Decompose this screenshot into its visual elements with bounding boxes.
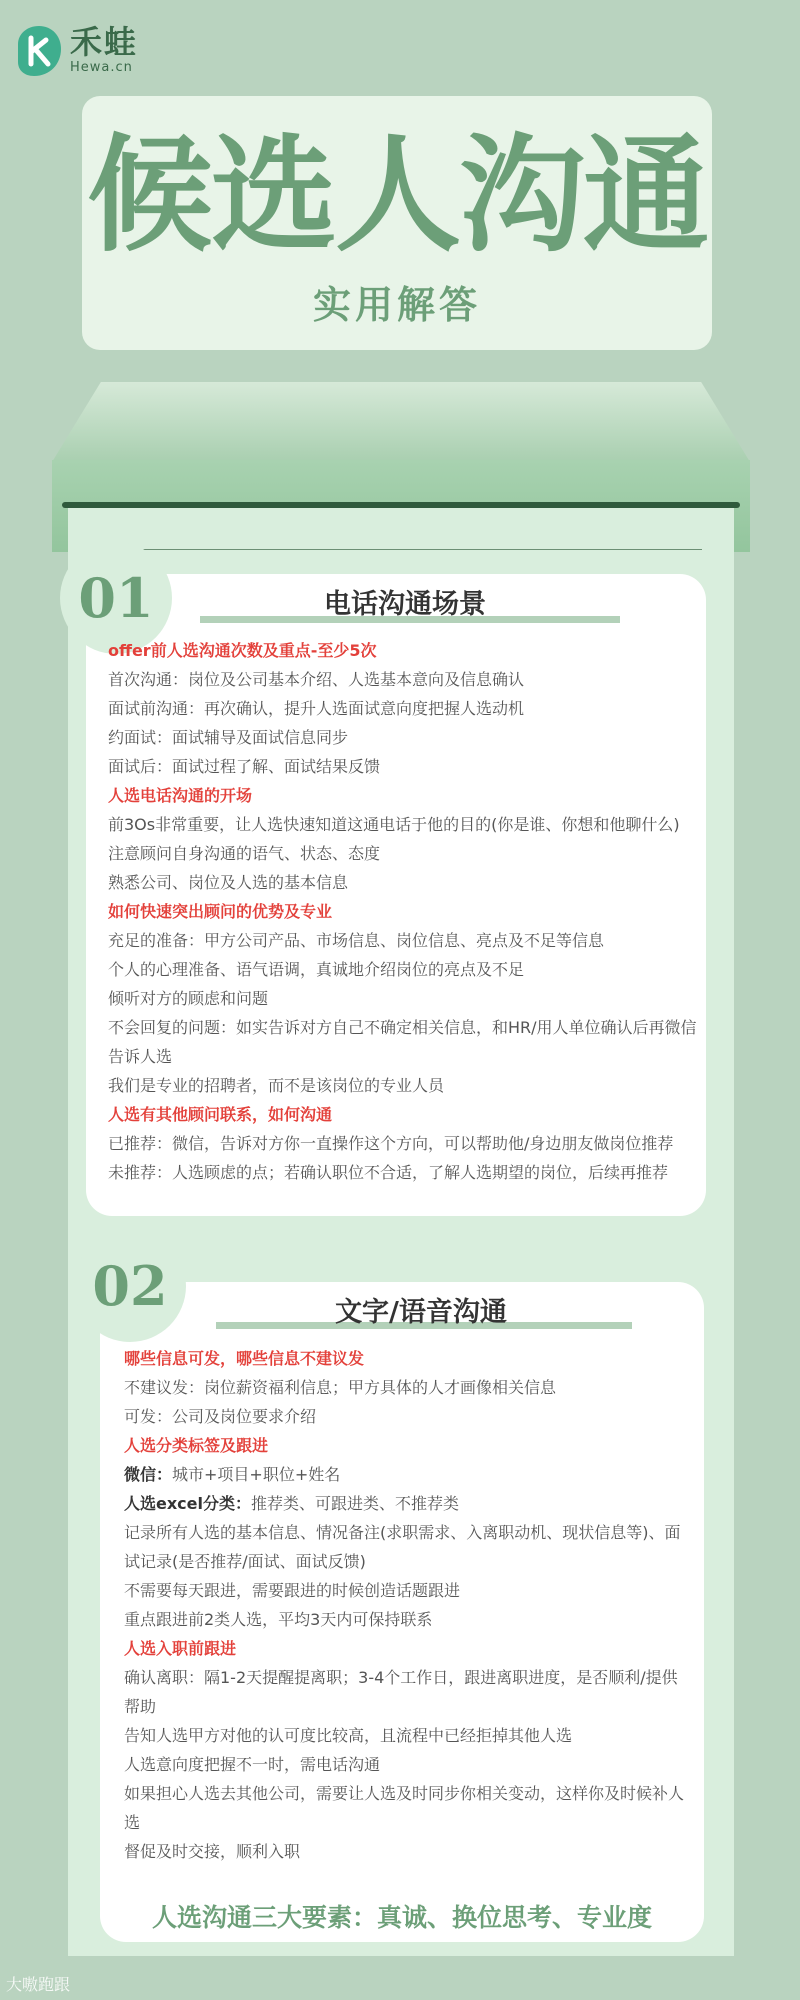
text-line: 面试后：面试过程了解、面试结果反馈 — [108, 757, 381, 776]
text-line: 注意顾问自身沟通的语气、状态、态度 — [108, 844, 381, 863]
section-number-badge: 02 — [74, 1230, 186, 1342]
text-line: 熟悉公司、岗位及人选的基本信息 — [108, 873, 349, 892]
brand-domain: Hewa.cn — [70, 60, 133, 75]
text-line: 督促及时交接，顺利入职 — [124, 1842, 301, 1861]
text-line: 面试前沟通：再次确认，提升人选面试意向度把握人选动机 — [108, 699, 525, 718]
text-line: 如果担心人选去其他公司，需要让人选及时同步你相关变动，这样你及时候补人选 — [124, 1784, 685, 1832]
subheading: 人选入职前跟进 — [124, 1639, 237, 1658]
label-value: 推荐类、可跟进类、不推荐类 — [251, 1494, 460, 1513]
mailbox-top — [52, 382, 750, 462]
text-line: 重点跟进前2类人选，平均3天内可保持联系 — [124, 1610, 433, 1629]
section-content-list — [108, 636, 708, 1187]
text-line: 约面试：面试辅导及面试信息同步 — [108, 728, 349, 747]
text-line: 不建议发：岗位薪资福利信息；甲方具体的人才画像相关信息 — [124, 1378, 557, 1397]
text-line: 不会回复的问题：如实告诉对方自己不确定相关信息，和HR/用人单位确认后再微信告诉人选 — [108, 1018, 697, 1066]
section-content-list — [124, 1344, 684, 1866]
text-line: 人选意向度把握不一时，需电话沟通 — [124, 1755, 381, 1774]
section-title: 文字/语音沟通 — [335, 1297, 507, 1328]
text-line: 倾听对方的顾虑和问题 — [108, 989, 269, 1008]
brand-logo[interactable] — [16, 24, 138, 78]
subheading: 人选电话沟通的开场 — [108, 786, 253, 805]
label-value: 城市+项目+职位+姓名 — [172, 1465, 341, 1484]
section-title: 电话沟通场景 — [324, 589, 486, 620]
paper-rule — [98, 549, 702, 550]
subheading: 人选分类标签及跟进 — [124, 1436, 269, 1455]
subheading: 哪些信息可发，哪些信息不建议发 — [124, 1349, 365, 1368]
subheading: 如何快速突出顾问的优势及专业 — [108, 902, 333, 921]
page-title: 候选人沟通 — [87, 121, 707, 269]
text-line: 前3Os非常重要，让人选快速知道这通电话于他的目的(你是谁、你想和他聊什么) — [108, 815, 680, 834]
text-line: 不需要每天跟进，需要跟进的时候创造话题跟进 — [124, 1581, 461, 1600]
frog-logo-icon — [16, 24, 62, 78]
title-card — [82, 96, 712, 350]
watermark: 大嗷跑跟 — [6, 1975, 71, 1994]
label-strong: 微信： — [124, 1465, 173, 1484]
text-line: 个人的心理准备、语气语调，真诚地介绍岗位的亮点及不足 — [108, 960, 525, 979]
text-line: 首次沟通：岗位及公司基本介绍、人选基本意向及信息确认 — [108, 670, 525, 689]
text-line: 告知人选甲方对他的认可度比较高，且流程中已经拒掉其他人选 — [124, 1726, 573, 1745]
footer-summary: 人选沟通三大要素：真诚、换位思考、专业度 — [151, 1903, 652, 1932]
text-line: 确认离职：隔1-2天提醒提离职；3-4个工作日，跟进离职进度，是否顺利/提供帮助 — [124, 1668, 678, 1716]
text-line: 可发：公司及岗位要求介绍 — [124, 1407, 317, 1426]
subheading: offer前人选沟通次数及重点-至少5次 — [108, 641, 377, 660]
text-line: 我们是专业的招聘者，而不是该岗位的专业人员 — [108, 1076, 445, 1095]
text-line: 未推荐：人选顾虑的点；若确认职位不合适，了解人选期望的岗位，后续再推荐 — [108, 1163, 669, 1182]
brand-name: 禾蛙 — [70, 23, 139, 61]
page-subtitle: 实用解答 — [312, 283, 481, 327]
subheading: 人选有其他顾问联系，如何沟通 — [108, 1105, 333, 1124]
mailbox-slot — [62, 502, 740, 508]
text-line: 记录所有人选的基本信息、情况备注(求职需求、入离职动机、现状信息等)、面试记录(是否推荐/面试、面试反馈) — [124, 1523, 681, 1571]
label-strong: 人选excel分类： — [124, 1494, 251, 1513]
section-number-badge: 01 — [60, 542, 172, 654]
text-line — [124, 1460, 684, 1489]
text-line: 充足的准备：甲方公司产品、市场信息、岗位信息、亮点及不足等信息 — [108, 931, 605, 950]
text-line: 已推荐：微信，告诉对方你一直操作这个方向，可以帮助他/身边朋友做岗位推荐 — [108, 1134, 674, 1153]
text-line — [124, 1489, 684, 1518]
